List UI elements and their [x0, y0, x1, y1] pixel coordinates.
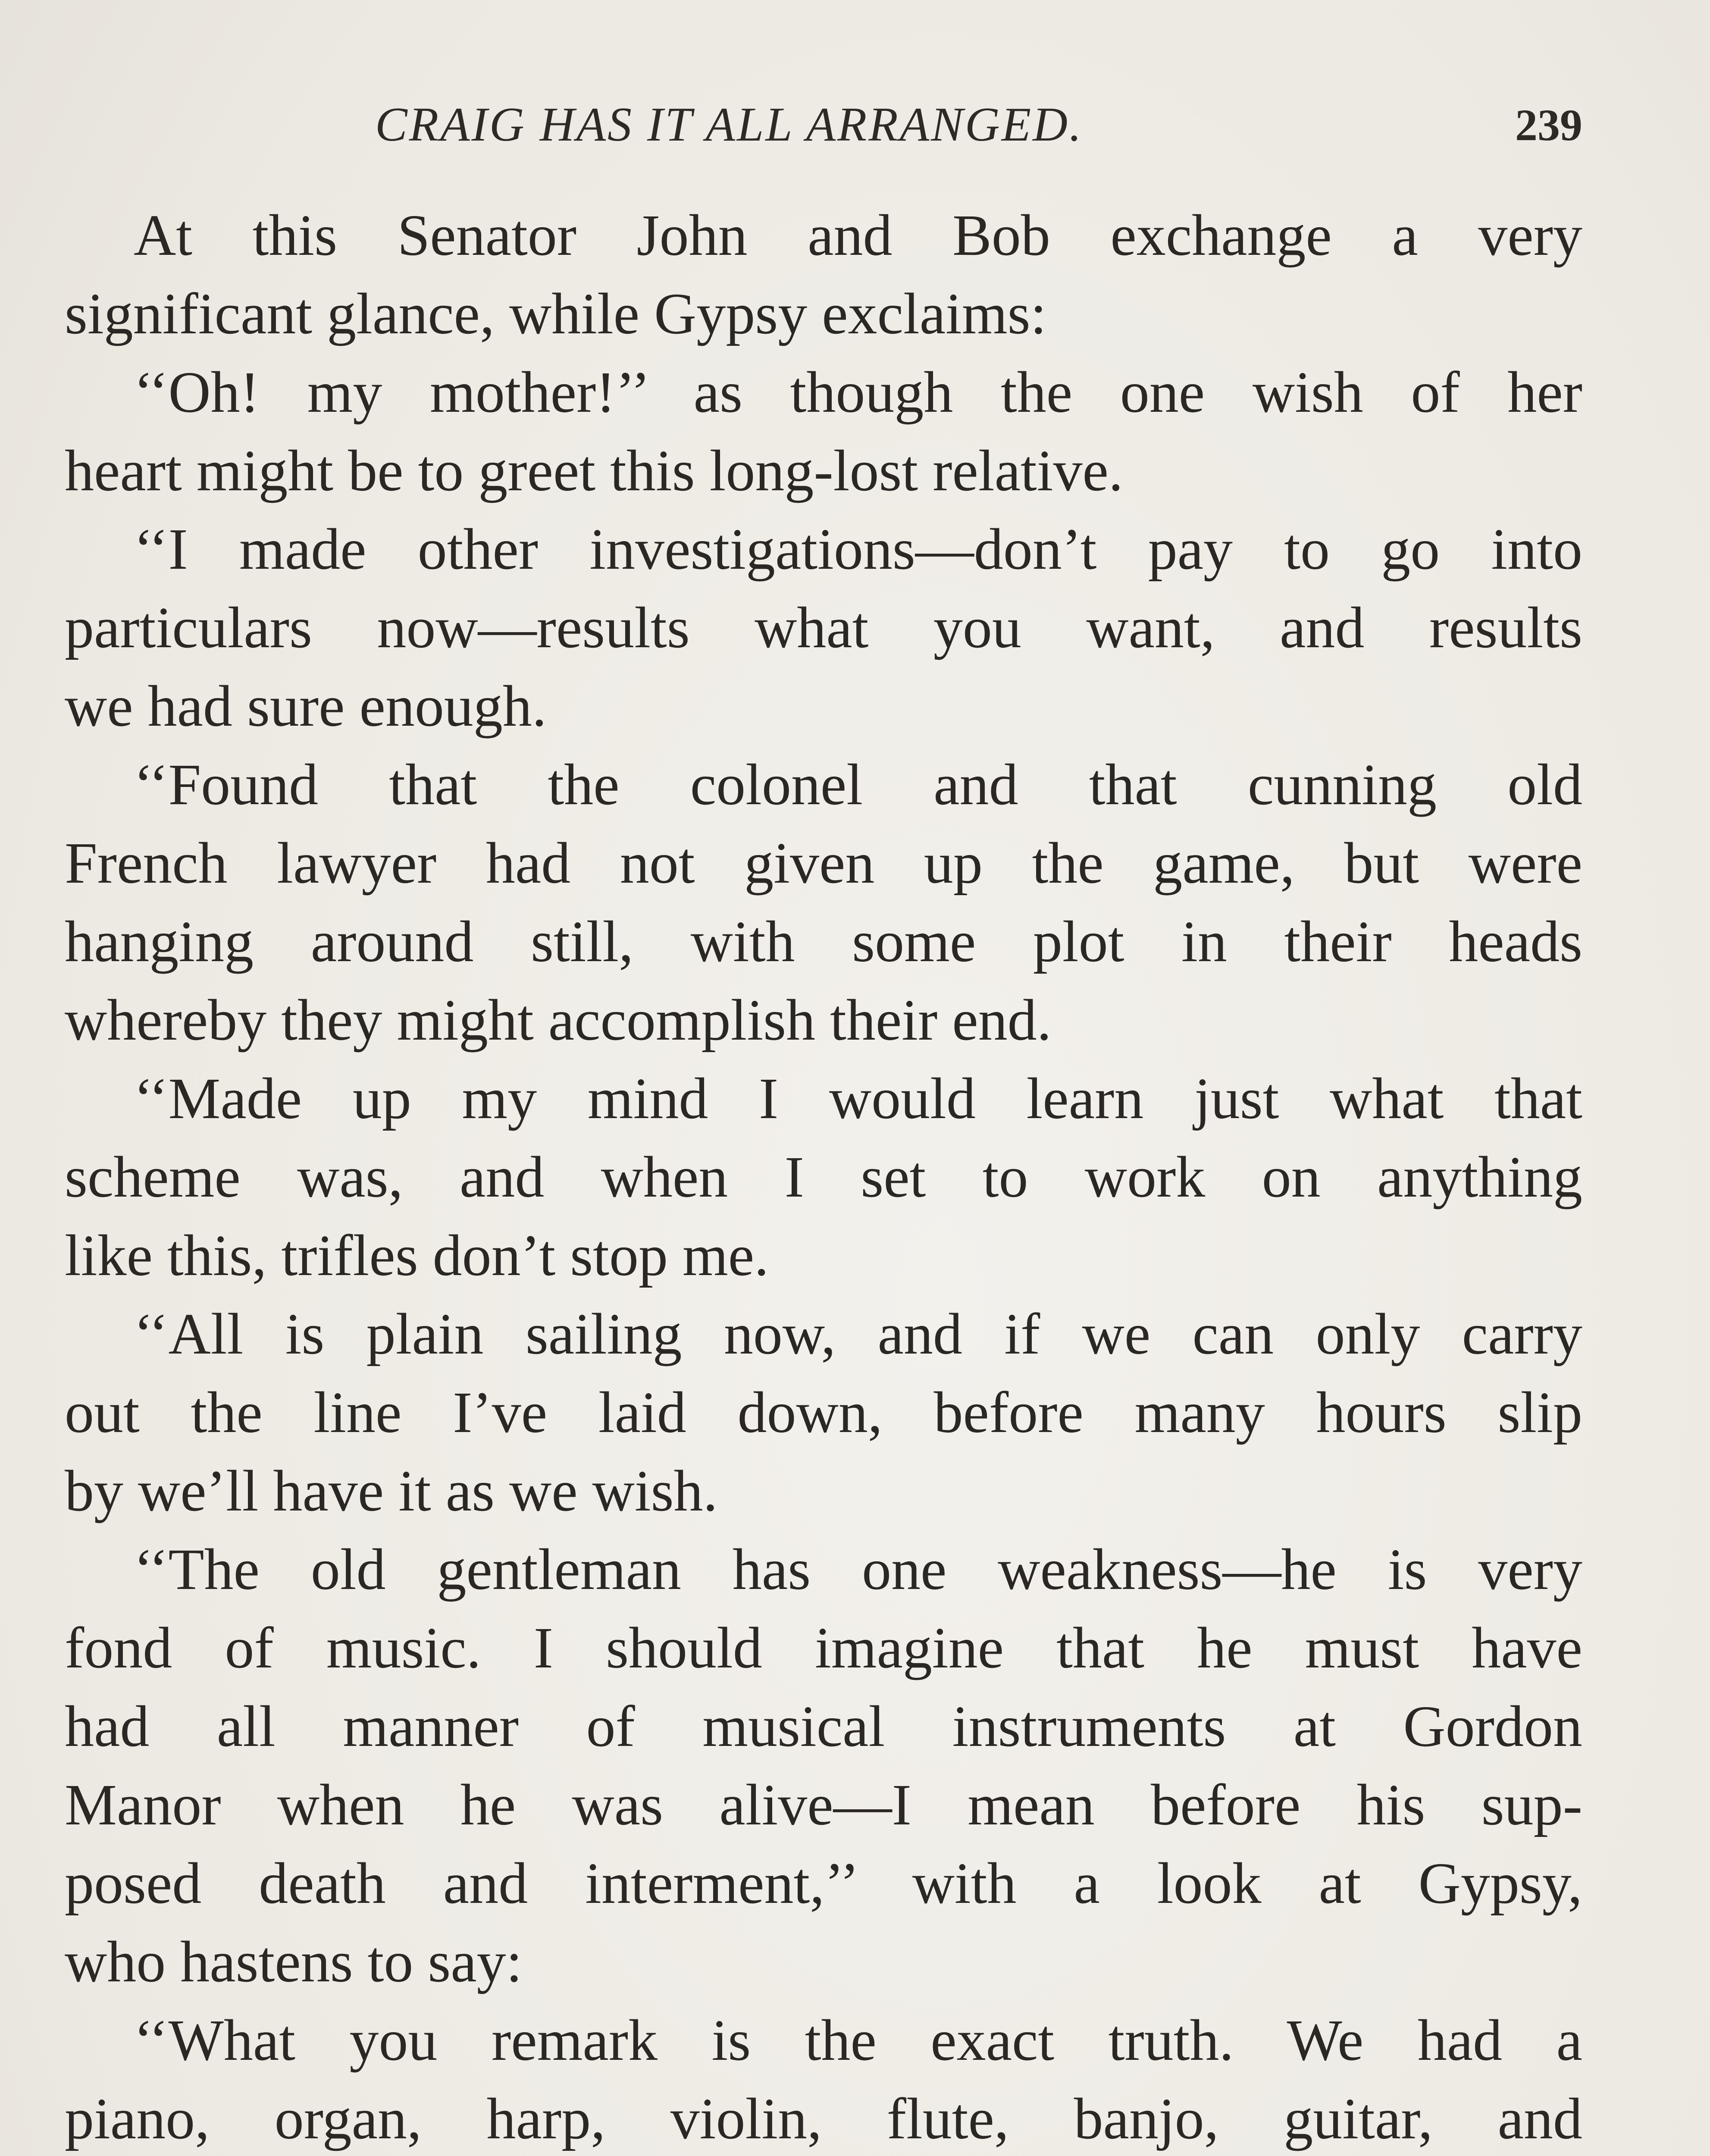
- text-line: ‘‘What you remark is the exact truth. We had a: [134, 2008, 1582, 2073]
- text-line: piano, organ, harp, violin, flute, banjo, guitar, and: [65, 2087, 1582, 2151]
- text-line: out the line I’ve laid down, before many hours slip: [65, 1380, 1582, 1445]
- running-title: CRAIG HAS IT ALL ARRANGED.: [375, 98, 1084, 151]
- text-line: fond of music. I should imagine that he must have: [65, 1616, 1582, 1680]
- text-line: posed death and interment,’’ with a look at Gypsy,: [65, 1851, 1582, 1916]
- text-line: French lawyer had not given up the game, but were: [65, 831, 1582, 896]
- text-line: ‘‘Oh! my mother!’’ as though the one wish of her: [134, 360, 1582, 425]
- text-line: by we’ll have it as we wish.: [65, 1459, 718, 1523]
- text-line: Manor when he was alive—I mean before his sup-: [65, 1773, 1582, 1837]
- text-line: whereby they might accomplish their end.: [65, 988, 1052, 1053]
- text-line: who hastens to say:: [65, 1930, 523, 1994]
- text-line: significant glance, while Gypsy exclaims:: [65, 282, 1047, 346]
- text-line: hanging around still, with some plot in their heads: [65, 909, 1582, 974]
- text-line: ‘‘Made up my mind I would learn just what that: [134, 1066, 1582, 1131]
- text-line: scheme was, and when I set to work on anything: [65, 1145, 1582, 1210]
- text-line: we had sure enough.: [65, 674, 547, 739]
- text-line: like this, trifles don’t stop me.: [65, 1223, 769, 1288]
- text-line: had all manner of musical instruments at Gordon: [65, 1694, 1582, 1759]
- text-line: ‘‘All is plain sailing now, and if we can only carry: [134, 1302, 1582, 1366]
- text-line: ‘‘Found that the colonel and that cunning old: [134, 752, 1582, 817]
- page-number: 239: [1515, 100, 1582, 150]
- text-line: particulars now—results what you want, and results: [65, 595, 1582, 660]
- text-line: At this Senator John and Bob exchange a very: [134, 203, 1582, 268]
- page-header: [65, 97, 1582, 166]
- text-line: ‘‘The old gentleman has one weakness—he is very: [134, 1537, 1582, 1602]
- body-text: [65, 196, 1582, 2156]
- text-line: ‘‘I made other investigations—don’t pay to go into: [134, 517, 1582, 582]
- text-line: heart might be to greet this long-lost relative.: [65, 439, 1123, 503]
